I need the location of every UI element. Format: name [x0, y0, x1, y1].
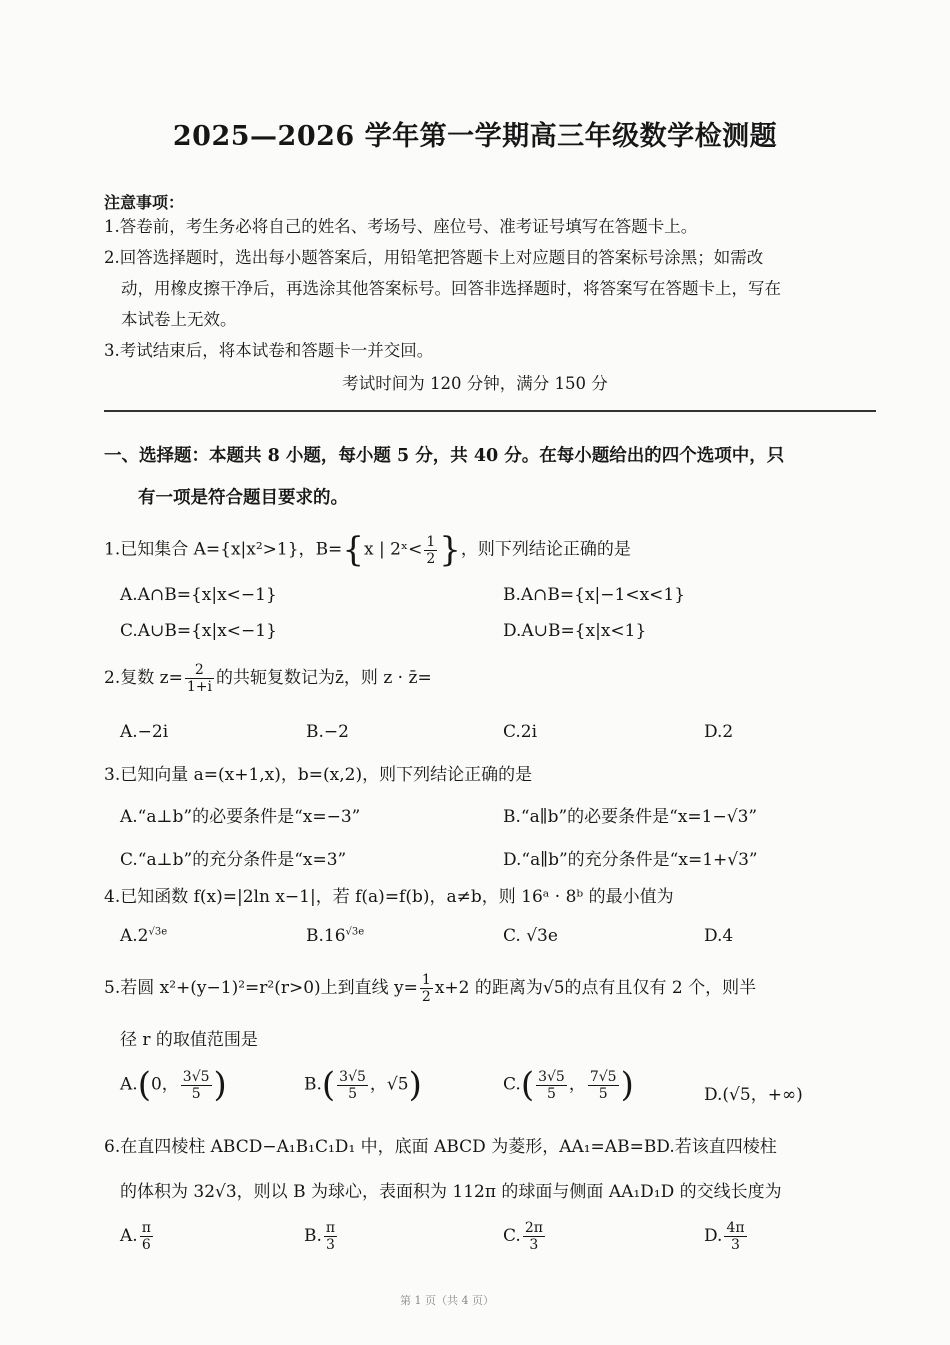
q5-option-b — [304, 1065, 422, 1105]
question-6-cont: 的体积为 32√3，则以 B 为球心，表面积为 112π 的球面与侧面 AA₁D₁D 的交线长度为 — [120, 1182, 782, 1202]
q6-option-d-label: D. — [704, 1226, 723, 1246]
q4-option-a — [120, 926, 167, 946]
q5-option-b-fraction — [337, 1069, 368, 1102]
q6-option-c-den: 3 — [529, 1237, 539, 1253]
q5-half-num: 1 — [421, 972, 431, 988]
q1-half-num: 1 — [426, 533, 436, 550]
q6-option-a-den: 6 — [141, 1237, 151, 1253]
q2-option-a: A.−2i — [120, 722, 169, 742]
q6-option-d-num: 4π — [726, 1220, 745, 1236]
q5-option-c-lparen: ( — [520, 1065, 535, 1105]
q5-option-b-num: 3√5 — [339, 1068, 366, 1085]
q4-option-b — [306, 926, 364, 946]
q5-option-d: D.(√5，+∞) — [704, 1085, 803, 1105]
q4-option-a-base: A.2 — [120, 926, 149, 946]
q5-line1-pre: 5.若圆 x²+(y−1)²=r²(r>0)上到直线 y= — [104, 978, 418, 998]
q6-option-c-num: 2π — [524, 1220, 543, 1236]
q1-option-d: D.A∪B={x|x<1} — [503, 621, 647, 641]
q2-fraction — [185, 662, 214, 695]
q5-option-c-den1: 5 — [546, 1085, 556, 1102]
q5-option-a-label: A. — [120, 1074, 138, 1095]
q6-option-b-label: B. — [304, 1226, 322, 1246]
question-1 — [104, 530, 631, 570]
q1-option-c: C.A∪B={x|x<−1} — [120, 621, 277, 641]
q5-option-c-den2: 5 — [598, 1085, 608, 1102]
section-heading-cont: 有一项是符合题目要求的。 — [138, 488, 348, 508]
q5-option-c-fraction-1 — [536, 1069, 567, 1102]
q6-option-b — [304, 1220, 339, 1253]
divider-rule — [104, 410, 876, 412]
note-1: 1.答卷前，考生务必将自己的姓名、考场号、座位号、准考证号填写在答题卡上。 — [104, 217, 698, 236]
q5-option-a-fraction — [181, 1069, 212, 1102]
q5-option-c-rparen: ) — [620, 1065, 634, 1105]
q6-option-c-label: C. — [503, 1226, 521, 1246]
q5-option-a-left: 0， — [150, 1074, 179, 1095]
q5-option-c — [503, 1065, 634, 1105]
q4-option-d: D.4 — [704, 926, 734, 946]
q6-option-c — [503, 1220, 547, 1253]
notes-heading: 注意事项： — [104, 193, 185, 212]
q1-suffix: ，则下列结论正确的是 — [460, 539, 631, 560]
q1-half-den: 2 — [426, 550, 436, 567]
note-2: 2.回答选择题时，选出每小题答案后，用铅笔把答题卡上对应题目的答案标号涂黑；如需改 — [104, 248, 764, 267]
q6-option-b-fraction — [324, 1220, 337, 1253]
q2-suffix: 的共轭复数记为z̄，则 z · z̄= — [215, 668, 432, 688]
q1-set-b-pre: B= — [315, 539, 343, 560]
q6-option-a-fraction — [140, 1220, 153, 1253]
q6-option-d-fraction — [724, 1220, 746, 1253]
q4-option-a-exp: √3e — [148, 926, 168, 938]
q1-option-a: A.A∩B={x|x<−1} — [120, 585, 277, 605]
q3-option-c: C.“a⊥b”的充分条件是“x=3” — [120, 850, 347, 870]
q1-half-fraction — [424, 534, 437, 567]
note-2-cont: 动，用橡皮擦干净后，再选涂其他答案标号。回答非选择题时，将答案写在答题卡上，写在 — [121, 279, 781, 298]
q5-option-a-num: 3√5 — [182, 1068, 210, 1085]
q4-option-b-base: B.16 — [306, 926, 346, 946]
exam-title: 2025—2026 学年第一学期高三年级数学检测题 — [172, 121, 778, 152]
question-2 — [104, 662, 432, 695]
q2-option-d: D.2 — [704, 722, 734, 742]
question-6: 6.在直四棱柱 ABCD−A₁B₁C₁D₁ 中，底面 ABCD 为菱形，AA₁=AB=BD.若该直四棱柱 — [104, 1137, 777, 1157]
q6-option-d — [704, 1220, 749, 1253]
q5-option-a — [120, 1065, 227, 1105]
q5-option-a-den: 5 — [191, 1085, 201, 1102]
q5-option-b-right: ，√5 — [369, 1074, 409, 1095]
question-5-cont: 径 r 的取值范围是 — [120, 1030, 258, 1050]
q5-option-c-sep: ， — [568, 1074, 586, 1095]
q2-prefix: 2.复数 z= — [104, 668, 183, 688]
page-footer: 第 1 页（共 4 页） — [400, 1294, 494, 1307]
q6-option-a-label: A. — [120, 1226, 138, 1246]
q1-right-brace: } — [439, 530, 461, 570]
question-5 — [104, 972, 756, 1005]
q1-set-b-body: x | 2ˣ< — [363, 539, 423, 560]
q5-option-a-rparen: ) — [213, 1065, 227, 1105]
note-3: 3.考试结束后，将本试卷和答题卡一并交回。 — [104, 341, 434, 360]
note-2-cont2: 本试卷上无效。 — [121, 310, 237, 329]
q4-option-b-exp: √3e — [345, 926, 365, 938]
question-3: 3.已知向量 a=(x+1,x)，b=(x,2)，则下列结论正确的是 — [104, 765, 533, 785]
q2-option-c: C.2i — [503, 722, 538, 742]
q3-option-a: A.“a⊥b”的必要条件是“x=−3” — [120, 807, 361, 827]
q5-option-c-num1: 3√5 — [538, 1068, 565, 1085]
q5-half-fraction — [420, 972, 433, 1005]
q5-option-c-label: C. — [503, 1074, 521, 1095]
q3-option-d: D.“a∥b”的充分条件是“x=1+√3” — [503, 850, 758, 870]
q1-prefix: 1.已知集合 — [104, 539, 194, 560]
exam-time: 考试时间为 120 分钟，满分 150 分 — [342, 374, 608, 393]
q6-option-c-fraction — [523, 1220, 545, 1253]
q2-den: 1+i — [186, 679, 212, 695]
q5-option-a-lparen: ( — [137, 1065, 151, 1105]
question-4: 4.已知函数 f(x)=|2ln x−1|，若 f(a)=f(b)，a≠b，则 16ᵃ · 8ᵇ 的最小值为 — [104, 887, 674, 907]
q6-option-a-num: π — [141, 1220, 151, 1236]
q5-option-b-rparen: ) — [408, 1065, 422, 1105]
q3-option-b: B.“a∥b”的必要条件是“x=1−√3” — [503, 807, 758, 827]
q4-option-c-label: C. — [503, 926, 521, 946]
q6-option-a — [120, 1220, 155, 1253]
q1-set-a: A={x|x²>1}， — [193, 539, 316, 560]
q4-option-c-root: √3e — [526, 926, 558, 946]
q5-option-b-lparen: ( — [321, 1065, 336, 1105]
q5-option-b-label: B. — [304, 1074, 322, 1095]
q5-option-b-den: 5 — [348, 1085, 357, 1102]
q5-line1-post: x+2 的距离为√5的点有且仅有 2 个，则半 — [434, 978, 757, 998]
q2-option-b: B.−2 — [306, 722, 349, 742]
q2-num: 2 — [185, 662, 214, 679]
section-heading: 一、选择题：本题共 8 小题，每小题 5 分，共 40 分。在每小题给出的四个选项中，只 — [104, 446, 785, 466]
q5-half-den: 2 — [421, 989, 431, 1005]
q4-option-c — [503, 926, 558, 946]
q6-option-b-num: π — [325, 1220, 336, 1236]
q6-option-b-den: 3 — [326, 1237, 335, 1253]
q1-left-brace: { — [342, 530, 364, 570]
q6-option-d-den: 3 — [731, 1237, 740, 1253]
q1-option-b: B.A∩B={x|−1<x<1} — [503, 585, 686, 605]
q5-option-c-fraction-2 — [588, 1069, 619, 1102]
q5-option-c-num2: 7√5 — [589, 1068, 617, 1085]
